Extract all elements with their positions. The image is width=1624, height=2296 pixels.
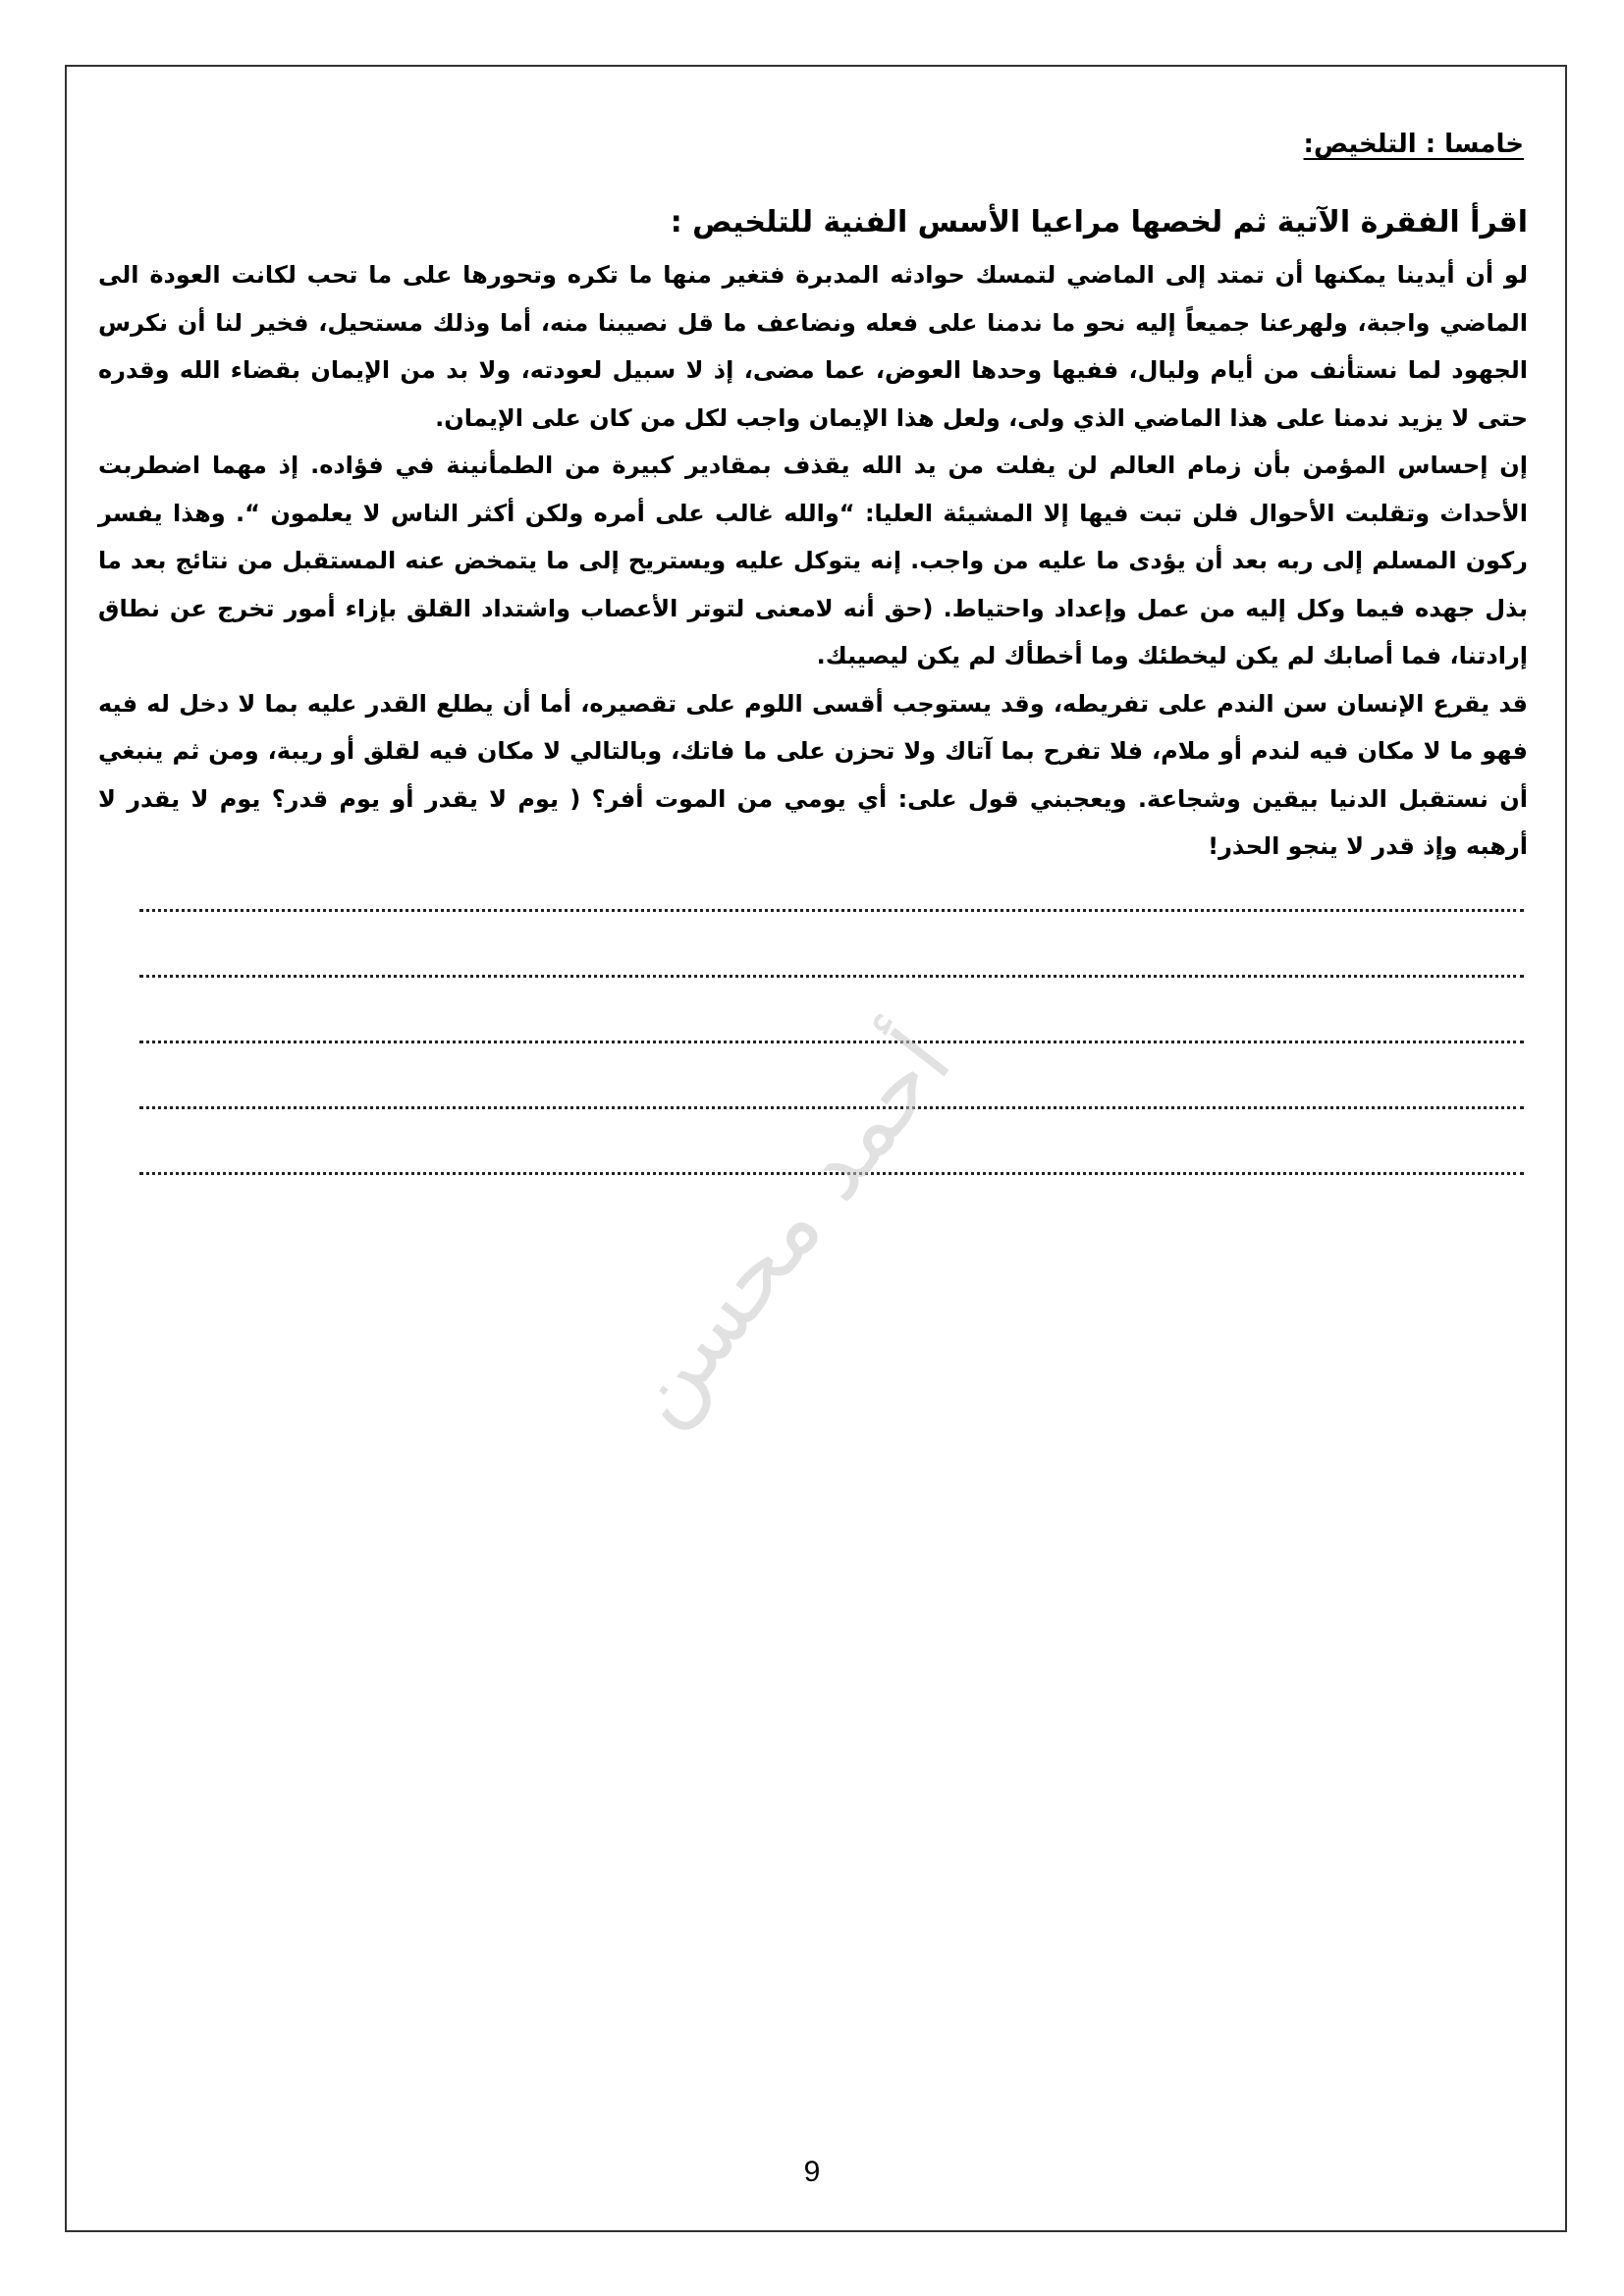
paragraph-2: إن إحساس المؤمن بأن زمام العالم لن يفلت من يد الله يقذف بمقادير كبيرة من الطمأنينة في فؤاده. إذ مهما اضطربت الأحداث وتقلبت الأحوال فلن تبت فيها إلا المشيئة العليا: “والله غالب على أمره ولكن أكثر الناس لا يعلمون “. وهذا يفسر ركون المسلم إلى ربه بعد أن يؤدى ما عليه من واجب. إنه يتوكل عليه ويستريح إلى ما يتمخض عنه المستقبل من نتائج بعد ما بذل جهده فيما وكل إليه من عمل وإعداد واحتياط. (حق أنه لامعنى لتوتر الأعصاب واشتداد القلق بإزاء أمور تخرج عن نطاق إرادتنا، فما أصابك لم يكن ليخطئك وما أخطأك لم يكن ليصيبك. [98,452,1528,669]
section-title: خامسا : التلخيص: [1303,130,1524,159]
paragraph-3: قد يقرع الإنسان سن الندم على تفريطه، وقد يستوجب أقسى اللوم على تقصيره، أما أن يطلع القدر عليه بما لا دخل له فيه فهو ما لا مكان فيه لندم أو ملام، فلا تفرح بما آتاك ولا تحزن على ما فاتك، وبالتالي لا مكان فيه لقلق أو ريبة، ومن ثم ينبغي أن نستقبل الدنيا بيقين وشجاعة. ويعجبني قول على: أي يومي من الموت أفر؟ ( يوم لا يقدر أو يوم قدر؟ يوم لا يقدر لا أرهبه وإذ قدر لا ينجو الحذر! [98,689,1528,860]
paragraph-1: لو أن أيدينا يمكنها أن تمتد إلى الماضي لتمسك حوادثه المدبرة فتغير منها ما تكره وتحورها على ما تحب لكانت العودة الى الماضي واجبة، ولهرعنا جميعاً إليه نحو ما ندمنا على فعله ونضاعف ما قل نصيبنا منه، أما وذلك مستحيل، فخير لنا أن نكرس الجهود لما نستأنف من أيام وليال، ففيها وحدها العوض، عما مضى، إذ لا سبيل لعودته، ولا بد من الإيمان بقضاء الله وقدره حتى لا يزيد ندمنا على هذا الماضي الذي ولى، ولعل هذا الإيمان واجب لكل من كان على الإيمان. [98,261,1528,432]
answer-line-5 [139,1171,1524,1175]
answer-line-1 [139,908,1524,912]
answer-lines [98,908,1528,1175]
answer-line-3 [139,1040,1524,1043]
watermark-signature: أحمد محسن [602,1011,972,1444]
answer-line-2 [139,974,1524,978]
document-content [98,118,1528,1175]
instruction-heading: اقرأ الفقرة الآتية ثم لخصها مراعيا الأسس الفنية للتلخيص : [670,205,1528,240]
answer-line-4 [139,1105,1524,1109]
page-number: 9 [803,2156,821,2188]
